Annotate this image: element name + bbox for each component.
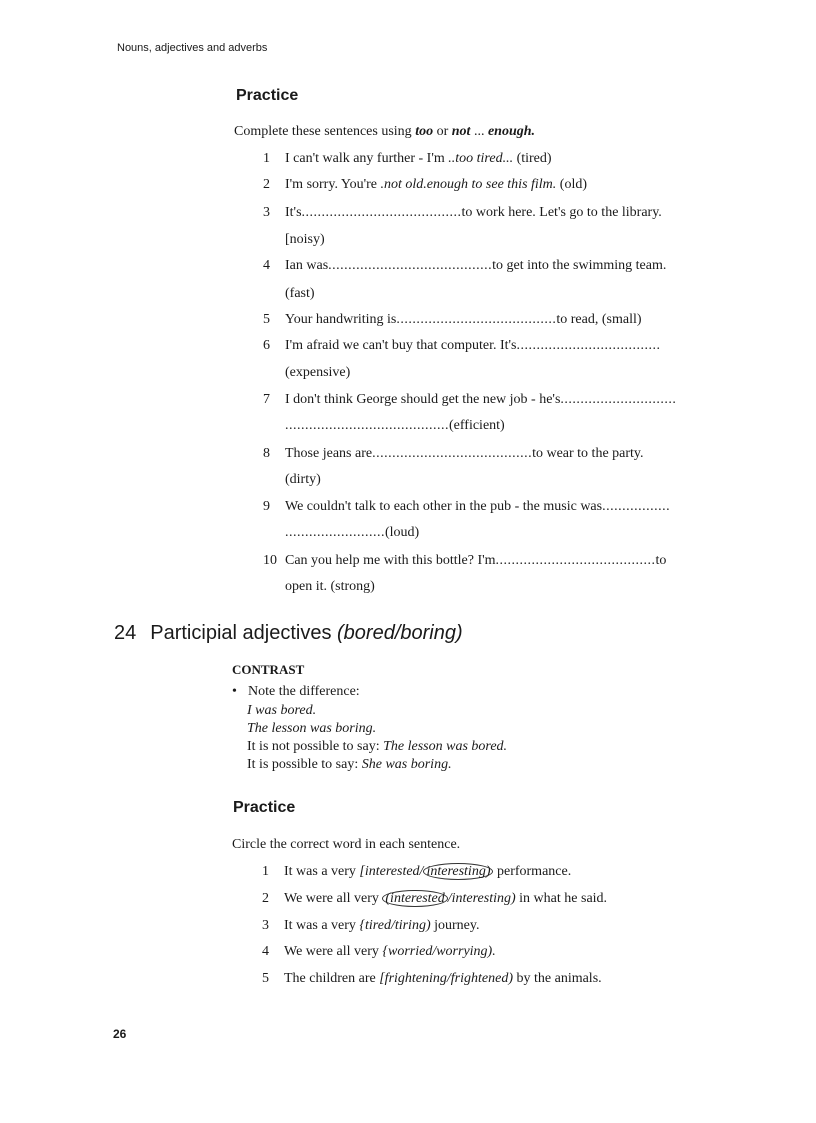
answer-gap-continued[interactable]: .........................................	[285, 418, 449, 433]
item-answer: ..too tired...	[448, 151, 514, 166]
item-hint: (old)	[556, 177, 588, 192]
example-bored	[247, 703, 316, 719]
instruction-or: or	[433, 124, 452, 139]
item-text: It was a very	[284, 864, 360, 879]
item-answer: .not old.enough to see this film.	[380, 177, 557, 192]
answer-gap[interactable]: .............................	[560, 392, 677, 407]
instruction-too: too	[415, 124, 434, 139]
item-number: 3	[263, 205, 270, 220]
example-text: The lesson was boring.	[247, 721, 377, 736]
item-number: 5	[262, 971, 269, 986]
circle-item-3	[262, 918, 479, 934]
bullet-icon: •	[232, 684, 237, 699]
example-text: She was boring.	[361, 757, 452, 772]
item-4-hint: (fast)	[285, 286, 315, 301]
item-7-continuation	[285, 418, 505, 434]
option-pair[interactable]: [frightening/frightened)	[379, 971, 513, 986]
item-number: 1	[263, 151, 270, 166]
exercise-item-2	[263, 177, 587, 193]
instruction-dots: ...	[470, 124, 488, 139]
item-number: 9	[263, 499, 270, 514]
answer-gap[interactable]: ........................................	[301, 205, 462, 220]
item-text-after: to get into the swimming team.	[492, 258, 667, 273]
item-text: Can you help me with this bottle? I'm	[285, 553, 496, 568]
item-text: It's	[285, 205, 302, 220]
circle-item-2	[262, 890, 607, 907]
item-number: 3	[262, 918, 269, 933]
answer-gap[interactable]: ........................................	[495, 553, 656, 568]
item-text: We were all very	[284, 891, 383, 906]
note-line	[232, 684, 360, 700]
exercise-item-3	[263, 205, 662, 221]
exercise-item-9	[263, 499, 670, 515]
page-number: 26	[113, 1027, 127, 1041]
practice-heading: Practice	[236, 87, 299, 104]
item-text: It was a very	[284, 918, 360, 933]
possible-line	[247, 757, 452, 773]
item-text-after: to work here. Let's go to the library.	[461, 205, 662, 220]
item-hint: (tired)	[513, 151, 552, 166]
exercise-item-5	[263, 312, 642, 328]
item-hint: (loud)	[385, 525, 420, 540]
example-boring	[247, 721, 376, 737]
section-title-italic: (bored/boring)	[337, 622, 463, 644]
exercise-item-10	[263, 553, 666, 569]
practice-instruction	[234, 124, 535, 140]
item-text: I'm sorry. You're	[285, 177, 381, 192]
item-text: Ian was	[285, 258, 329, 273]
instruction-enough: enough.	[487, 124, 536, 139]
item-number: 10	[263, 553, 277, 568]
item-8-hint: (dirty)	[285, 472, 321, 487]
item-text: We were all very	[284, 944, 383, 959]
item-number: 4	[263, 258, 270, 273]
item-text-after: journey.	[430, 918, 480, 933]
note-text: It is possible to say:	[247, 757, 362, 772]
answer-gap[interactable]: ........................................	[396, 312, 557, 327]
circle-item-5	[262, 971, 602, 987]
item-3-hint: [noisy)	[285, 232, 325, 247]
option-interesting[interactable]: /interesting)	[447, 891, 516, 906]
item-text: Those jeans are	[285, 446, 373, 461]
exercise-item-4	[263, 258, 666, 274]
item-text-after: performance.	[493, 864, 572, 879]
item-text-after: to wear to the party.	[532, 446, 644, 461]
exercise-item-1	[263, 151, 552, 167]
item-number: 5	[263, 312, 270, 327]
option-pair[interactable]: {tired/tiring)	[359, 918, 431, 933]
exercise-item-6	[263, 338, 661, 354]
answer-gap[interactable]: .........................................	[328, 258, 493, 273]
item-number: 6	[263, 338, 270, 353]
item-text: I can't walk any further - I'm	[285, 151, 449, 166]
answer-gap-continued[interactable]: .........................	[285, 525, 385, 540]
item-6-hint: (expensive)	[285, 365, 351, 380]
note-text: Note the difference:	[248, 684, 360, 699]
item-text-after: in what he said.	[515, 891, 608, 906]
item-text: We couldn't talk to each other in the pub - the music was	[285, 499, 603, 514]
item-number: 4	[262, 944, 269, 959]
item-text: I don't think George should get the new job - he's	[285, 392, 561, 407]
item-number: 7	[263, 392, 270, 407]
item-text: Your handwriting is	[285, 312, 397, 327]
item-hint: (efficient)	[449, 418, 505, 433]
option-pair[interactable]: {worried/worrying).	[382, 944, 496, 959]
item-number: 2	[262, 891, 269, 906]
exercise-item-7	[263, 392, 676, 408]
option-interested-circled[interactable]: (interested	[382, 890, 447, 907]
example-text: I was bored.	[247, 703, 317, 718]
option-interesting-circled[interactable]: interesting)	[423, 863, 493, 880]
item-text-after: to read, (small)	[556, 312, 642, 327]
item-9-continuation	[285, 525, 419, 541]
item-text-after: to	[655, 553, 667, 568]
section-number: 24	[114, 622, 137, 644]
section-title-text: Participial adjectives	[150, 622, 337, 644]
item-text: The children are	[284, 971, 380, 986]
practice-instruction-2: Circle the correct word in each sentence.	[232, 837, 461, 852]
item-text-after: by the animals.	[513, 971, 602, 986]
item-10-continuation: open it. (strong)	[285, 579, 375, 594]
note-text: It is not possible to say:	[247, 739, 384, 754]
item-text: I'm afraid we can't buy that computer. It's	[285, 338, 517, 353]
example-text: The lesson was bored.	[383, 739, 508, 754]
answer-gap[interactable]: ........................................	[372, 446, 533, 461]
answer-gap[interactable]: .................	[602, 499, 671, 514]
answer-gap[interactable]: ....................................	[516, 338, 661, 353]
circle-item-1	[262, 863, 571, 880]
item-number: 8	[263, 446, 270, 461]
item-number: 1	[262, 864, 269, 879]
practice-heading-2: Practice	[233, 799, 296, 816]
running-head: Nouns, adjectives and adverbs	[117, 42, 268, 54]
instruction-not: not	[451, 124, 471, 139]
exercise-item-8	[263, 446, 644, 462]
section-title	[114, 622, 463, 645]
contrast-heading: CONTRAST	[232, 662, 305, 677]
instruction-text: Complete these sentences using	[234, 124, 416, 139]
item-number: 2	[263, 177, 270, 192]
not-possible-line	[247, 739, 507, 755]
circle-item-4	[262, 944, 496, 960]
option-interested[interactable]: [interested/	[359, 864, 424, 879]
